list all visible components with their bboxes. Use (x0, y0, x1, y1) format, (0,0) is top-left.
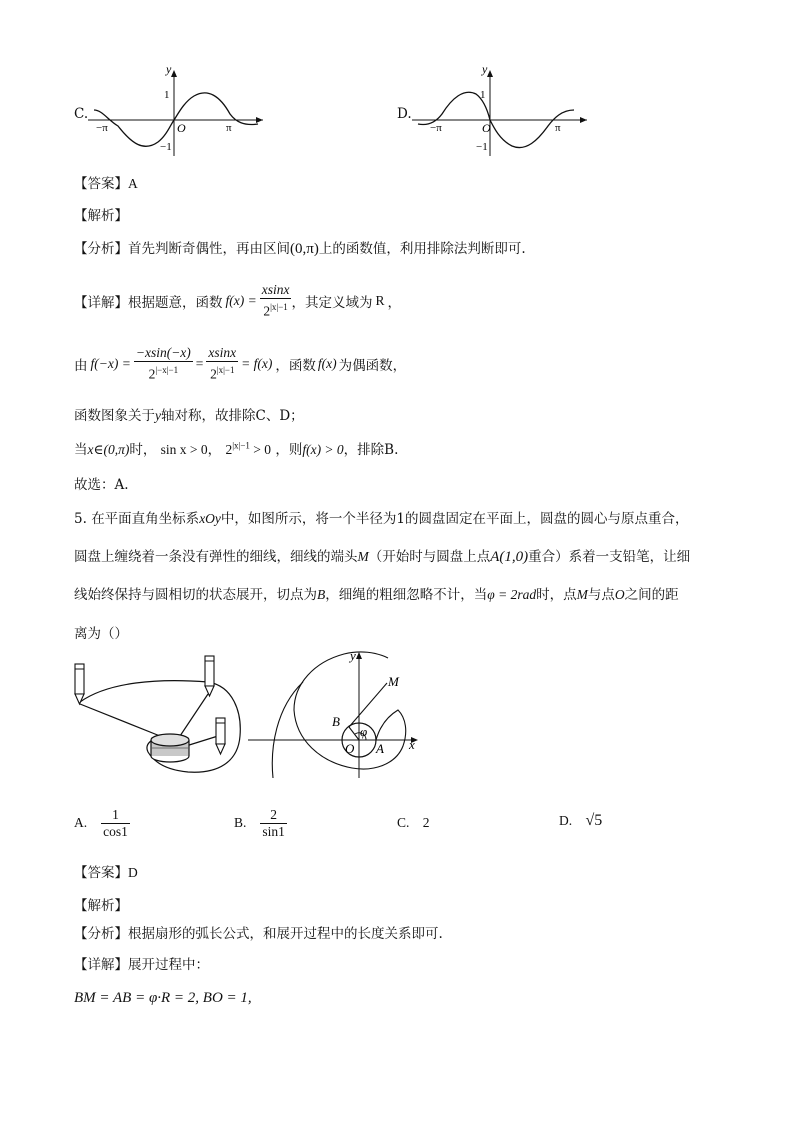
fig-O-label: O (345, 741, 355, 756)
q4-symmetry-line: 函数图象关于y轴对称，故排除C、D； (74, 408, 304, 424)
fraction-x: $\frac{xsinx}{2^{|x|-1}}$ (208, 345, 237, 382)
option-c (397, 815, 430, 831)
domain-R: R (375, 293, 385, 308)
q5-analysis-tag: 【解析】 (74, 898, 128, 914)
option-c-label: C. (74, 106, 89, 122)
q4-sign-line: 当x∈(0,π)时， sin x > 0， $2^{|x|-1} > 0$ ，则f(x) > 0，排除B. (74, 440, 399, 458)
q5-formula: BM = AB = φ·R = 2, BO = 1, (74, 990, 252, 1006)
graph-c-y-arrow (171, 70, 177, 77)
graph-d-x-arrow (580, 117, 587, 123)
graph-d-neg-pi: −π (430, 122, 442, 134)
option-b (234, 802, 287, 844)
q5-line-4: 离为（） (74, 626, 128, 642)
q4-even-line: 由 f(−x) = $\frac{-xsin(-x)}{2^{|-x|-1}}$ = $\frac{xsinx}{2^{|x|-1}}$ = f(x) ，函数 f(x) 为偶函数， (74, 345, 407, 382)
interval: (0,π) (290, 241, 319, 257)
option-d-value: √5 (585, 812, 603, 829)
q4-answer-line (74, 172, 138, 192)
pencil-top-icon (205, 656, 214, 696)
graph-d-neg-one: −1 (476, 141, 488, 153)
option-d-label-2: D. (559, 813, 573, 828)
q5-number: 5. (74, 511, 87, 527)
fenxi-tag: 【分析】 (74, 241, 128, 257)
disk-top (151, 734, 189, 746)
graph-c-x-arrow (256, 117, 263, 123)
pencil-right-icon (216, 718, 225, 754)
q5-line-3: 线始终保持与圆相切的状态展开，切点为B，细绳的粗细忽略不计，当φ = 2rad时，点M与点O之间的距 (74, 587, 679, 603)
graph-d-one: 1 (480, 89, 486, 101)
fraction-negx: $\frac{-xsin(-x)}{2^{|-x|-1}}$ (135, 345, 191, 382)
segment-OB (349, 727, 359, 740)
fig-B-label: B (332, 714, 340, 729)
option-b-fraction: $\frac{2}{\sin 1}$ (262, 806, 285, 839)
q4-choose-line: 故选：A. (74, 477, 129, 493)
option-a-fraction: $\frac{1}{\cos 1}$ (103, 806, 128, 839)
fig-phi-label: φ (360, 724, 368, 739)
graph-c-pi: π (226, 122, 232, 134)
q5-line-1: 5. 在平面直角坐标系xOy中，如图所示，将一个半径为1的圆盘固定在平面上，圆盘的圆心与原点重合， (74, 511, 689, 527)
q5-answer-value: D (128, 865, 138, 880)
fx-expr: f(x) = (225, 293, 257, 308)
option-a-label: A. (74, 815, 88, 830)
option-c-label-2: C. (397, 815, 410, 830)
graph-c (88, 64, 268, 158)
q4-xiangjie-line: 【详解】 根据题意，函数 f(x) = $\frac{xsinx}{2^{|x|-1}}$ ，其定义域为 R ， (74, 282, 401, 319)
fig-M-label: M (388, 674, 399, 689)
q4-fenxi-line: 【分析】首先判断奇偶性，再由区间(0,π)上的函数值，利用排除法判断即可. (74, 241, 526, 257)
q5-answer-line: 【答案】D (74, 865, 138, 881)
graph-d-y-arrow (487, 70, 493, 77)
graph-c-neg-one: −1 (160, 141, 172, 153)
fig-x-label: x (409, 737, 415, 752)
graph-c-neg-pi: −π (96, 122, 108, 134)
pencil-left-icon (75, 664, 84, 704)
q4-analysis-tag: 【解析】 (74, 208, 128, 224)
option-c-value: 2 (422, 815, 430, 830)
q5-pencil-figure (68, 652, 248, 782)
graph-c-origin: O (177, 121, 186, 135)
answer-tag: 【答案】 (74, 176, 128, 192)
option-b-label: B. (234, 815, 247, 830)
graph-c-one: 1 (164, 89, 170, 101)
thread-right (186, 736, 218, 746)
q5-line-2: 圆盘上缠绕着一条没有弹性的细线，细线的端头M（开始时与圆盘上点A(1,0)重合）系着一支铅笔，让细 (74, 549, 691, 565)
fig-y-label: y (350, 648, 356, 663)
fraction-fx: $\frac{xsinx}{2^{|x|-1}}$ (261, 282, 290, 319)
fig-A-label: A (376, 741, 384, 756)
graph-d (412, 64, 592, 158)
xiangjie-tag: 【详解】 (74, 295, 128, 311)
thread-top (180, 694, 208, 736)
graph-d-y-label: y (482, 64, 488, 76)
thread-left (80, 704, 160, 736)
option-d-label: D. (397, 106, 412, 122)
q5-involute-figure (248, 648, 428, 780)
option-a (74, 802, 130, 844)
q5-xiangjie-line: 【详解】展开过程中： (74, 957, 209, 973)
segment-BM (349, 683, 387, 727)
graph-d-pi: π (555, 122, 561, 134)
graph-d-origin: O (482, 121, 491, 135)
q5-fenxi-line: 【分析】根据扇形的弧长公式，和展开过程中的长度关系即可. (74, 926, 443, 942)
answer-value: A (128, 176, 138, 191)
option-d (559, 812, 602, 830)
graph-c-y-label: y (166, 64, 172, 76)
